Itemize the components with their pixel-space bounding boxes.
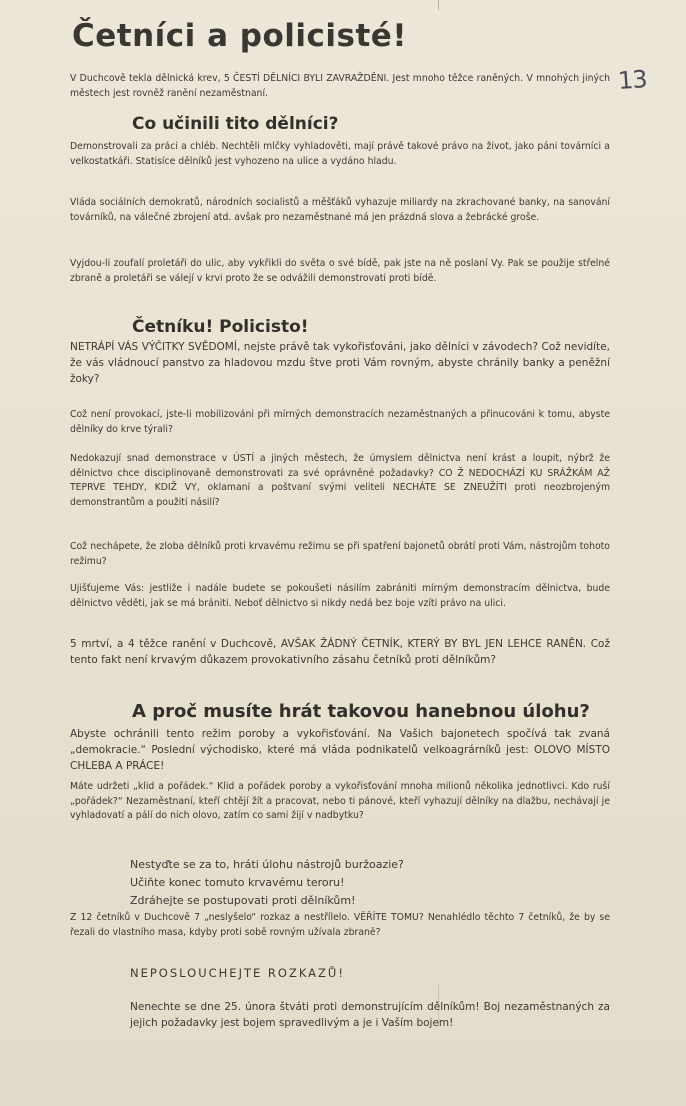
paragraph-regime: Abyste ochránili tento režim poroby a vykořisťování. Na Vašich bajonetech spočívá tak zvaná „demokracie.“ Poslední východisko, které má vláda podnikatelů velkoagrárníků jest: OLOVO MÍSTO CHLEBA A PRÁCE! bbox=[70, 728, 610, 772]
paragraph-demonstrated: Demonstrovali za práci a chléb. Nechtěli mlčky vyhladověti, mají právě takové právo na život, jako páni továrníci a velkostatkáři. Statisíce dělníků jest vyhozeno na ulice a vydáno hladu. bbox=[70, 141, 610, 167]
paragraph-end-terror: Učiňte konec tomuto krvavému teroru! bbox=[130, 876, 345, 889]
paragraph-refuse: Zdráhejte se postupovati proti dělníkům! bbox=[130, 894, 356, 907]
paragraph-assurance: Ujišťujeme Vás: jestliže i nadále budete se pokoušeti násilím zabrániti mírným demonstracím dělnictva, bude dělnictvo věděti, jak se má brániti. Neboť dělnictvo si nikdy nedá bez boje vzíti právo na ulici. bbox=[70, 583, 610, 609]
heading-why-role: A proč musíte hrát takovou hanebnou úlohu? bbox=[132, 701, 590, 722]
paragraph-intro: V Duchcově tekla dělnická krev, 5 ČESTÍ DĚLNÍCI BYLI ZAVRAŽDĚNI. Jest mnoho těžce raněných. V mnohých jiných městech jest rovněž ranění nezaměstnaní. bbox=[70, 73, 610, 99]
paragraph-disobey: NEPOSLOUCHEJTE ROZKAZŮ! bbox=[130, 966, 345, 980]
paragraph-order: Máte udržeti „klid a pořádek.“ Klid a pořádek poroby a vykořisťování mnoha milionů několika jednotlivci. Kdo ruší „pořádek?“ Nezaměstnaní, kteří chtějí žít a pracovat, nebo ti pánové, kteří vyhazují dělníky na dlažbu, nechávají je vyhladovatí a pálí do nich olovo, zatím co sami žijí v nadbytku? bbox=[70, 781, 610, 821]
leaflet-title: Četníci a policisté! bbox=[72, 18, 407, 54]
fold-line bbox=[438, 0, 439, 10]
paragraph-twelve-gendarmes: Z 12 četníků v Duchcově 7 „neslyšelo“ rozkaz a nestřílelo. VĚŘÍTE TOMU? Nenahlédlo těchto 7 četníků, že by se řezali do vlastního masa, kdyby proti sobě rovným užívala zbraně? bbox=[70, 912, 610, 938]
paragraph-usti: Nedokazují snad demonstrace v ÚSTÍ a jiných městech, že úmyslem dělnictva není krást a loupit, nýbrž že dělnictvo chce disciplinovaně demonstrovati za své oprávněné požadavky? CO Ž NEDOCHÁZÍ KU SRÁŽKÁM AŽ TEPRVE TEHDY, KDIŽ VY, oklamaní a poštvaní svými veliteli NECHÁTE SE ZNEUŽÍTI proti neozbrojeným demonstrantům a použiti násilí? bbox=[70, 453, 610, 508]
paragraph-shame: Nestyďte se za to, hráti úlohu nástrojů buržoazie? bbox=[130, 858, 404, 871]
paragraph-bayonets: Což nechápete, že zloba dělníků proti krvavému režimu se při spatření bajonetů obrátí proti Vám, nástrojům tohoto režimu? bbox=[70, 541, 610, 567]
paragraph-government: Vláda sociálních demokratů, národních socialistů a měšťáků vyhazuje miliardy na zkrachované banky, na sanování továrníků, na válečné zbrojení atd. avšak pro nezaměstnané má jen prázdná slova a žebrácké groše. bbox=[70, 197, 610, 223]
paragraph-conscience: NETRÁPÍ VÁS VÝČITKY SVĚDOMÍ, nejste právě tak vykořisťováni, jako dělníci v závodech? Což nevidíte, že vás vládnoucí panstvo za hladovou mzdu štve proti Vám rovným, abyste chránily banky a peněžní žoky? bbox=[70, 341, 610, 385]
paragraph-dead: 5 mrtví, a 4 těžce ranění v Duchcově, AVŠAK ŽÁDNÝ ČETNÍK, KTERÝ BY BYL JEN LEHCE RANĚN. Což tento fakt není krvavým důkazem provokativního zásahu četníků proti dělníkům? bbox=[70, 638, 610, 666]
archive-folio-number: 13 bbox=[617, 65, 648, 95]
heading-gendarme-policeman: Četníku! Policisto! bbox=[132, 317, 309, 337]
paragraph-proletarians: Vyjdou-li zoufalí proletáři do ulic, aby vykřikli do světa o své bídě, pak jste na ně poslaní Vy. Pak se použije střelné zbraně a proletáři se válejí v krvi proto že se odvážili demonstrovati proti bídě. bbox=[70, 258, 610, 284]
paragraph-provocation: Což není provokací, jste-li mobilizováni při mírných demonstracích nezaměstnaných a přinucováni k tomu, abyste dělníky do krve týrali? bbox=[70, 409, 610, 435]
paragraph-february: Nenechte se dne 25. února štváti proti demonstrujícím dělníkům! Boj nezaměstnaných za jejich požadavky jest bojem spravedlivým a je i Vaším bojem! bbox=[130, 1001, 610, 1029]
heading-what-did-they-do: Co učinili tito dělníci? bbox=[132, 114, 339, 134]
